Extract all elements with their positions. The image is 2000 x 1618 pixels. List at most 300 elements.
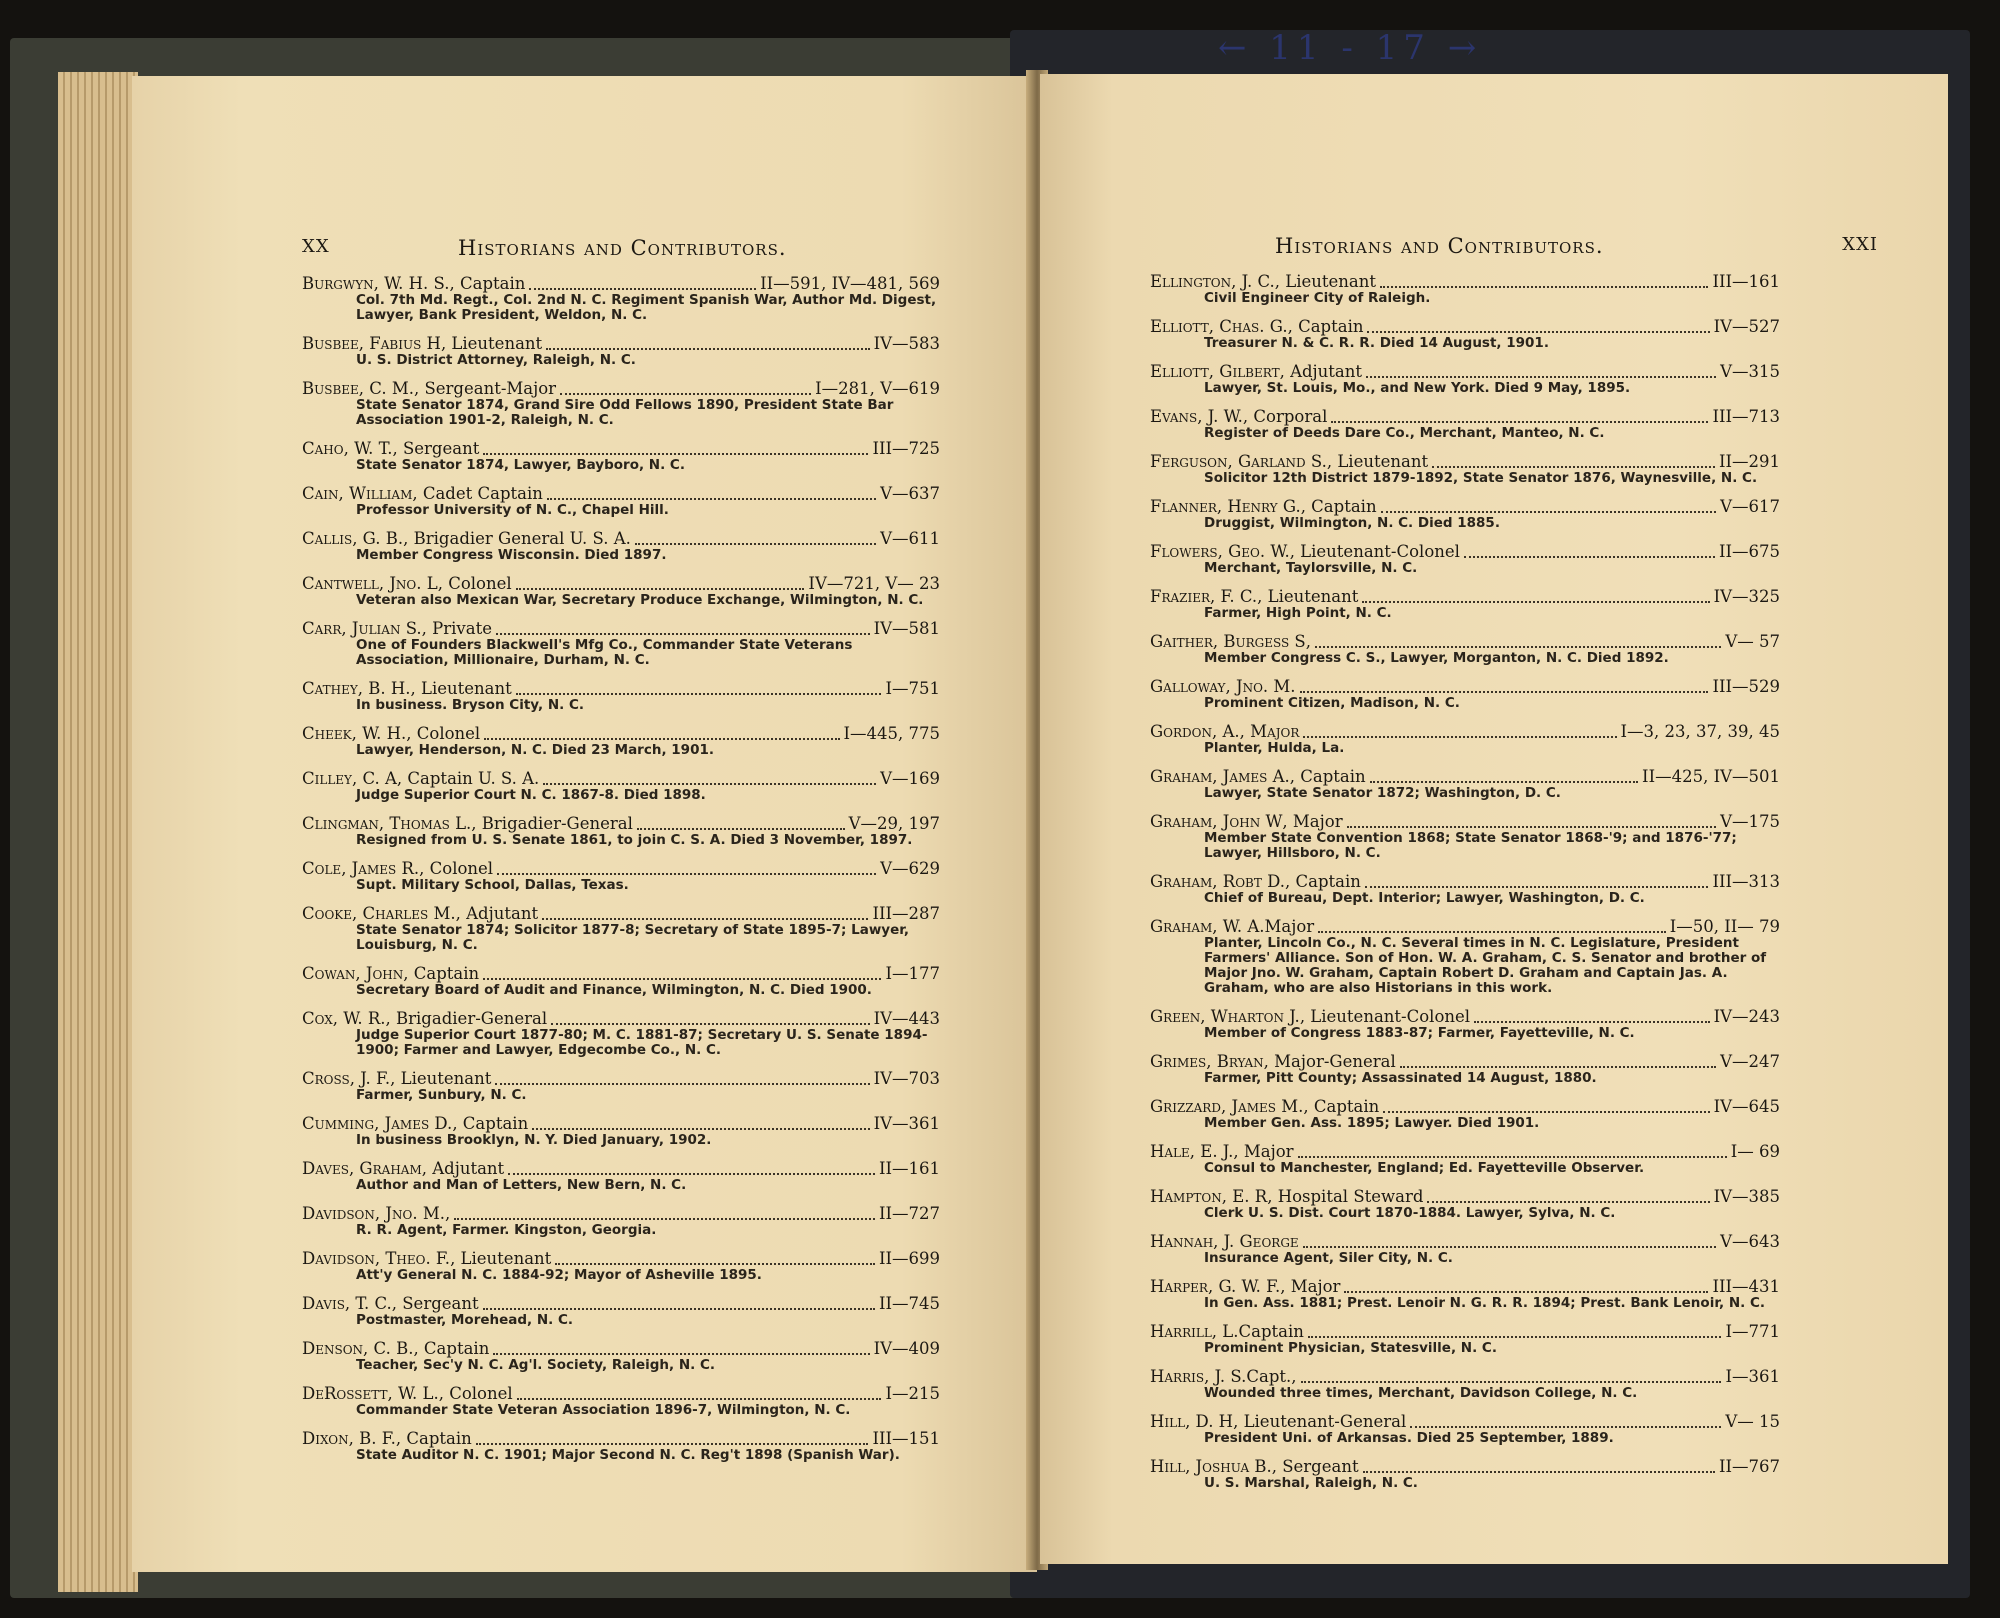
entry-rank: Capt., — [1246, 1367, 1297, 1386]
entry-name: Elliott, Gilbert — [1150, 362, 1280, 381]
entry-reference: III—313 — [1712, 872, 1780, 891]
entry-line — [1150, 917, 1780, 936]
entry-reference: IV—409 — [873, 1339, 940, 1358]
entry-line — [1150, 872, 1780, 891]
entry-line — [302, 1159, 940, 1178]
entry-reference: V—643 — [1720, 1232, 1780, 1251]
entry-reference: IV—721, V— 23 — [808, 574, 940, 593]
entry-note: Treasurer N. & C. R. R. Died 14 August, 1901. — [1204, 335, 1549, 351]
dot-leader — [497, 862, 876, 875]
dot-leader — [483, 442, 868, 455]
entry-reference: V—29, 197 — [848, 814, 940, 833]
entry-reference: II—161 — [878, 1159, 940, 1178]
entry-reference: III—529 — [1712, 677, 1780, 696]
entry-line — [1150, 1142, 1780, 1161]
entry-reference: V—169 — [880, 769, 940, 788]
entry-reference: V—315 — [1720, 362, 1780, 381]
entry-note: Solicitor 12th District 1879-1892, State Senator 1876, Waynesville, N. C. — [1204, 470, 1758, 486]
entry-rank: , Lieutenant — [1326, 452, 1429, 471]
entry-name: Gaither, Burgess S — [1150, 632, 1306, 651]
entry-line — [302, 1429, 940, 1448]
entry-note: State Auditor N. C. 1901; Major Second N. C. Reg't 1898 (Spanish War). — [356, 1447, 900, 1463]
entry-note: In Gen. Ass. 1881; Prest. Lenoir N. G. R. R. 1894; Prest. Bank Lenoir, N. C. — [1204, 1295, 1765, 1311]
entry-rank: , Corporal — [1242, 407, 1328, 426]
entry-reference: V— 57 — [1725, 632, 1780, 651]
entry-name: Grizzard, James M. — [1150, 1097, 1304, 1116]
dot-leader — [1331, 410, 1708, 423]
dot-leader — [516, 577, 805, 590]
entry-rank: , Captain — [1285, 872, 1361, 891]
entry-line — [1150, 362, 1780, 381]
entry-note: Postmaster, Morehead, N. C. — [356, 1312, 574, 1328]
entry-line — [1150, 1322, 1780, 1341]
index-entry — [1150, 407, 1780, 441]
entry-note: Att'y General N. C. 1884-92; Mayor of Asheville 1895. — [356, 1267, 762, 1283]
dot-leader — [1301, 1370, 1722, 1383]
entry-note: Member State Convention 1868; State Senator 1868-'9; and 1876-'77; Lawyer, Hillsboro, N. C. — [1204, 830, 1737, 861]
dot-leader — [1370, 770, 1638, 783]
right-page-number: XXI — [1842, 234, 1878, 255]
entry-note: Supt. Military School, Dallas, Texas. — [356, 877, 629, 893]
entry-note: State Senator 1874, Grand Sire Odd Fellows 1890, President State Bar Association 1901-2, Raleigh, N. C. — [356, 397, 894, 428]
entry-rank: , Lieutenant — [1257, 587, 1359, 606]
entry-note: R. R. Agent, Farmer. Kingston, Georgia. — [356, 1222, 657, 1238]
index-entry — [1150, 317, 1780, 351]
entry-line — [302, 904, 940, 923]
dot-leader — [516, 682, 882, 695]
entry-reference: IV—527 — [1713, 317, 1780, 336]
entry-note: Professor University of N. C., Chapel Hill. — [356, 502, 669, 518]
entry-rank: , Colonel — [437, 574, 512, 593]
entry-name: Cain, William — [302, 484, 413, 503]
entry-note: Member Congress Wisconsin. Died 1897. — [356, 547, 667, 563]
entry-line — [302, 274, 940, 293]
index-entry — [1150, 1277, 1780, 1311]
index-entry — [1150, 632, 1780, 666]
index-entry — [302, 274, 940, 323]
entry-name: Elliott, Chas. G. — [1150, 317, 1288, 336]
entry-note: State Senator 1874, Lawyer, Bayboro, N. C. — [356, 457, 685, 473]
index-entry — [1150, 542, 1780, 576]
entry-name: Cowan, John — [302, 964, 404, 983]
entry-name: Graham, John W — [1150, 812, 1283, 831]
entry-note: Register of Deeds Dare Co., Merchant, Manteo, N. C. — [1204, 425, 1605, 441]
entry-name: Hampton, E. R — [1150, 1187, 1268, 1206]
dot-leader — [1427, 1190, 1709, 1203]
dot-leader — [1383, 1100, 1709, 1113]
entry-note: Consul to Manchester, England; Ed. Fayetteville Observer. — [1204, 1160, 1645, 1176]
entry-line — [1150, 587, 1780, 606]
entry-note: Secretary Board of Audit and Finance, Wilmington, N. C. Died 1900. — [356, 982, 872, 998]
entry-reference: II—291 — [1718, 452, 1780, 471]
entry-name: Graham, W. A. — [1150, 917, 1265, 936]
entry-reference: I—3, 23, 37, 39, 45 — [1620, 722, 1780, 741]
entry-name: Green, Wharton J. — [1150, 1007, 1300, 1026]
index-entry — [302, 1429, 940, 1463]
entry-line — [1150, 1052, 1780, 1071]
dot-leader — [1303, 725, 1616, 738]
entry-reference: III—713 — [1712, 407, 1780, 426]
dot-leader — [1303, 1235, 1716, 1248]
entry-name: Gordon, A., Major — [1150, 722, 1300, 741]
dot-leader — [1464, 545, 1715, 558]
entry-note: Member of Congress 1883-87; Farmer, Fayetteville, N. C. — [1204, 1025, 1635, 1041]
index-entry — [1150, 1412, 1780, 1446]
entry-note: Planter, Hulda, La. — [1204, 740, 1345, 756]
entry-reference: I—361 — [1725, 1367, 1780, 1386]
dot-leader — [546, 337, 869, 350]
dot-leader — [517, 1387, 882, 1400]
entry-name: Clingman, Thomas L. — [302, 814, 472, 833]
index-entry — [302, 1069, 940, 1103]
entry-name: Hannah, J. George — [1150, 1232, 1299, 1251]
entry-line — [1150, 1187, 1780, 1206]
entry-reference: II—767 — [1718, 1457, 1780, 1476]
index-entry — [302, 574, 940, 608]
index-entry — [302, 1114, 940, 1148]
entry-rank: , Cadet Captain — [412, 484, 543, 503]
entry-reference: II—591, IV—481, 569 — [760, 274, 940, 293]
entry-name: Cilley, C. A — [302, 769, 397, 788]
index-entry — [302, 1009, 940, 1058]
dot-leader — [476, 1432, 869, 1445]
entry-reference: IV—443 — [873, 1009, 940, 1028]
entry-rank: , Brigadier General U. S. A. — [403, 529, 631, 548]
index-entry — [302, 724, 940, 758]
entry-line — [1150, 1007, 1780, 1026]
entry-rank: , Major — [1282, 812, 1343, 831]
entry-note: Member Congress C. S., Lawyer, Morganton, N. C. Died 1892. — [1204, 650, 1669, 666]
entry-note: Chief of Bureau, Dept. Interior; Lawyer, Washington, D. C. — [1204, 890, 1645, 906]
entry-reference: IV—645 — [1713, 1097, 1780, 1116]
entry-name: Hill, Joshua B. — [1150, 1457, 1272, 1476]
entry-rank: , Lieutenant — [450, 1249, 552, 1268]
right-page-title: Historians and Contributors. — [1275, 234, 1604, 258]
entry-note: Commander State Veteran Association 1896-7, Wilmington, N. C. — [356, 1402, 851, 1418]
index-entry — [302, 1384, 940, 1418]
entry-rank: , Adjutant — [455, 904, 539, 923]
dot-leader — [1315, 635, 1721, 648]
entry-name: Dixon, B. F. — [302, 1429, 396, 1448]
entry-reference: I—771 — [1725, 1322, 1780, 1341]
entry-note: Prominent Citizen, Madison, N. C. — [1204, 695, 1460, 711]
entry-line — [1150, 407, 1780, 426]
entry-reference: IV—385 — [1713, 1187, 1780, 1206]
entry-reference: V—175 — [1720, 812, 1780, 831]
entry-note: Member Gen. Ass. 1895; Lawyer. Died 1901. — [1204, 1115, 1540, 1131]
entry-name: Grimes, Bryan — [1150, 1052, 1264, 1071]
entry-note: Druggist, Wilmington, N. C. Died 1885. — [1204, 515, 1500, 531]
entry-name: Cantwell, Jno. L — [302, 574, 438, 593]
entry-rank: , Captain — [1300, 497, 1377, 516]
entry-rank: , Adjutant — [421, 1159, 505, 1178]
index-entry — [302, 379, 940, 428]
dot-leader — [1380, 275, 1708, 288]
entry-reference: III—287 — [872, 904, 940, 923]
entry-note: Farmer, High Point, N. C. — [1204, 605, 1392, 621]
entry-rank: , Private — [421, 619, 492, 638]
entry-name: Davis, T. C. — [302, 1294, 392, 1313]
entry-note: State Senator 1874; Solicitor 1877-8; Secretary of State 1895-7; Lawyer, Louisburg, N. C. — [356, 922, 910, 953]
entry-reference: V—611 — [880, 529, 940, 548]
entry-line — [1150, 1097, 1780, 1116]
entry-name: Cox, W. R. — [302, 1009, 386, 1028]
entry-rank: , Lieutenant — [440, 334, 543, 353]
dot-leader — [1400, 1055, 1716, 1068]
entry-rank: Captain — [1238, 1322, 1304, 1341]
entry-rank: , Captain — [413, 1339, 490, 1358]
entry-line — [302, 484, 940, 503]
entry-note: One of Founders Blackwell's Mfg Co., Commander State Veterans Association, Millionaire, Durham, N. C. — [356, 637, 853, 668]
entry-note: Veteran also Mexican War, Secretary Produce Exchange, Wilmington, N. C. — [356, 592, 924, 608]
entry-line — [302, 574, 940, 593]
dot-leader — [551, 1012, 869, 1025]
dot-leader — [560, 382, 811, 395]
dot-leader — [1363, 1460, 1715, 1473]
entry-line — [302, 439, 940, 458]
entry-name: Cross, J. F. — [302, 1069, 391, 1088]
entry-reference: IV—703 — [873, 1069, 940, 1088]
entry-line — [302, 619, 940, 638]
entry-reference: III—431 — [1712, 1277, 1780, 1296]
entry-reference: I—751 — [885, 679, 940, 698]
entry-note: Civil Engineer City of Raleigh. — [1204, 290, 1431, 306]
entry-reference: V—637 — [880, 484, 940, 503]
entry-rank: , Lieutenant — [410, 679, 512, 698]
entry-rank: , Captain — [1303, 1097, 1380, 1116]
entry-name: Harrill, L. — [1150, 1322, 1239, 1341]
entry-reference: V—629 — [880, 859, 940, 878]
entry-name: Graham, Robt D. — [1150, 872, 1286, 891]
index-entry — [302, 334, 940, 368]
entry-name: Cheek, W. H. — [302, 724, 407, 743]
dot-leader — [542, 907, 868, 920]
index-entry — [1150, 1142, 1780, 1176]
entry-line — [1150, 272, 1780, 291]
dot-leader — [555, 1252, 875, 1265]
entry-line — [302, 724, 940, 743]
dot-leader — [532, 1117, 869, 1130]
entry-line — [302, 1249, 940, 1268]
entry-reference: II—699 — [878, 1249, 940, 1268]
index-entry — [302, 904, 940, 953]
entry-name: Busbee, Fabius H — [302, 334, 441, 353]
right-entry-list — [1150, 272, 1780, 1502]
entry-note: Teacher, Sec'y N. C. Ag'l. Society, Raleigh, N. C. — [356, 1357, 716, 1373]
index-entry — [1150, 722, 1780, 756]
entry-note: Resigned from U. S. Senate 1861, to join C. S. A. Died 3 November, 1897. — [356, 832, 913, 848]
entry-note: Farmer, Pitt County; Assassinated 14 August, 1880. — [1204, 1070, 1597, 1086]
index-entry — [302, 859, 940, 893]
entry-reference: I—215 — [885, 1384, 940, 1403]
left-entry-list — [302, 274, 940, 1474]
entry-line — [1150, 812, 1780, 831]
index-entry — [1150, 362, 1780, 396]
entry-note: Prominent Physician, Statesville, N. C. — [1204, 1340, 1497, 1356]
index-entry — [1150, 1322, 1780, 1356]
entry-line — [302, 1009, 940, 1028]
right-page — [1040, 74, 1948, 1564]
entry-reference: I— 69 — [1730, 1142, 1780, 1161]
index-entry — [302, 529, 940, 563]
entry-rank: , Captain — [1289, 767, 1366, 786]
index-entry — [1150, 272, 1780, 306]
entry-line — [1150, 722, 1780, 741]
index-entry — [1150, 1457, 1780, 1491]
entry-name: Galloway, Jno. M. — [1150, 677, 1296, 696]
index-entry — [1150, 677, 1780, 711]
dot-leader — [1366, 365, 1716, 378]
entry-rank: , Captain — [452, 1114, 529, 1133]
entry-name: Cathey, B. H. — [302, 679, 411, 698]
entry-name: Hill, D. H — [1150, 1412, 1234, 1431]
entry-note: Lawyer, St. Louis, Mo., and New York. Died 9 May, 1895. — [1204, 380, 1631, 396]
entry-line — [302, 769, 940, 788]
entry-reference: III—725 — [872, 439, 940, 458]
dot-leader — [483, 967, 881, 980]
entry-note: Lawyer, Henderson, N. C. Died 23 March, 1901. — [356, 742, 714, 758]
dot-leader — [1300, 680, 1709, 693]
page-edges — [58, 72, 138, 1592]
entry-line — [1150, 317, 1780, 336]
entry-rank: , Sergeant-Major — [413, 379, 557, 398]
entry-rank: , Sergeant — [1271, 1457, 1359, 1476]
entry-name: Graham, James A. — [1150, 767, 1290, 786]
entry-rank: , Captain U. S. A. — [396, 769, 540, 788]
dot-leader — [1432, 455, 1715, 468]
index-entry — [1150, 1097, 1780, 1131]
entry-reference: IV—243 — [1713, 1007, 1780, 1026]
entry-line — [1150, 452, 1780, 471]
entry-line — [302, 1069, 940, 1088]
entry-name: Cole, James R. — [302, 859, 420, 878]
dot-leader — [1410, 1415, 1721, 1428]
entry-reference: III—161 — [1712, 272, 1780, 291]
entry-name: Flanner, Henry G. — [1150, 497, 1301, 516]
index-entry — [302, 1204, 940, 1238]
dot-leader — [454, 1207, 875, 1220]
entry-line — [302, 1339, 940, 1358]
index-entry — [302, 814, 940, 848]
dot-leader — [496, 622, 870, 635]
index-entry — [1150, 587, 1780, 621]
dot-leader — [484, 727, 839, 740]
entry-note: Author and Man of Letters, New Bern, N. C. — [356, 1177, 687, 1193]
dot-leader — [1298, 1145, 1727, 1158]
entry-note: Clerk U. S. Dist. Court 1870-1884. Lawyer, Sylva, N. C. — [1204, 1205, 1616, 1221]
entry-note: Planter, Lincoln Co., N. C. Several times in N. C. Legislature, President Farmers' Alliance. Son of Hon. W. A. Graham, C. S. Senator and brother of Major Jno. W. Graham, Captain Robert D. Graham and Captain Jas. A. Graham, who are also Historians in this work. — [1204, 935, 1767, 996]
dot-leader — [493, 1342, 869, 1355]
entry-name: Ferguson, Garland S. — [1150, 452, 1327, 471]
entry-name: Flowers, Geo. W. — [1150, 542, 1290, 561]
entry-rank: , Captain — [1287, 317, 1364, 336]
entry-rank: , Major-General — [1263, 1052, 1396, 1071]
entry-rank: , Brigadier-General — [471, 814, 633, 833]
entry-rank: , Lieutenant — [390, 1069, 492, 1088]
entry-line — [1150, 632, 1780, 651]
entry-note: Lawyer, State Senator 1872; Washington, D. C. — [1204, 785, 1561, 801]
index-entry — [1150, 1007, 1780, 1041]
index-entry — [302, 1249, 940, 1283]
entry-reference: II—675 — [1718, 542, 1780, 561]
dot-leader — [495, 1072, 869, 1085]
entry-note: Merchant, Taylorsville, N. C. — [1204, 560, 1418, 576]
index-entry — [1150, 767, 1780, 801]
pencil-mark: ← 11 - 17 → — [1218, 28, 1483, 68]
entry-note: In business. Bryson City, N. C. — [356, 697, 585, 713]
entry-note: President Uni. of Arkansas. Died 25 September, 1889. — [1204, 1430, 1614, 1446]
entry-name: Cumming, James D. — [302, 1114, 453, 1133]
entry-name: Cooke, Charles M. — [302, 904, 456, 923]
entry-name: DeRossett, W. L. — [302, 1384, 439, 1403]
entry-note: Judge Superior Court 1877-80; M. C. 1881-87; Secretary U. S. Senate 1894-1900; Farmer and Lawyer, Edgecombe Co., N. C. — [356, 1027, 928, 1058]
dot-leader — [1344, 1280, 1708, 1293]
dot-leader — [1308, 1325, 1722, 1338]
entry-reference: IV—361 — [873, 1114, 940, 1133]
entry-line — [302, 1114, 940, 1133]
entry-reference: II—425, IV—501 — [1642, 767, 1780, 786]
index-entry — [302, 964, 940, 998]
index-entry — [302, 1159, 940, 1193]
index-entry — [302, 1294, 940, 1328]
entry-reference: IV—581 — [873, 619, 940, 638]
index-entry — [1150, 1052, 1780, 1086]
dot-leader — [1362, 590, 1709, 603]
entry-line — [302, 964, 940, 983]
entry-name: Busbee, C. M. — [302, 379, 414, 398]
entry-rank: , Lieutenant-Colonel — [1299, 1007, 1471, 1026]
entry-name: Davidson, Jno. M. — [302, 1204, 445, 1223]
entry-reference: I—177 — [885, 964, 940, 983]
entry-name: Ellington, J. C. — [1150, 272, 1275, 291]
entry-line — [302, 859, 940, 878]
entry-reference: V—617 — [1720, 497, 1780, 516]
index-entry — [1150, 1187, 1780, 1221]
entry-line — [302, 334, 940, 353]
entry-rank: , — [1305, 632, 1311, 651]
entry-line — [1150, 497, 1780, 516]
entry-name: Callis, G. B. — [302, 529, 404, 548]
entry-name: Denson, C. B. — [302, 1339, 414, 1358]
entry-rank: , Brigadier-General — [385, 1009, 548, 1028]
dot-leader — [508, 1162, 875, 1175]
entry-note: Farmer, Sunbury, N. C. — [356, 1087, 527, 1103]
entry-rank: , Sergeant — [391, 1294, 479, 1313]
entry-line — [1150, 1457, 1780, 1476]
entry-line — [1150, 1412, 1780, 1431]
entry-line — [302, 1204, 940, 1223]
entry-rank: , Major — [1280, 1277, 1341, 1296]
entry-rank: , Hospital Steward — [1267, 1187, 1424, 1206]
entry-rank: , Colonel — [406, 724, 481, 743]
entry-name: Evans, J. W. — [1150, 407, 1243, 426]
entry-rank: , Captain — [395, 1429, 472, 1448]
index-entry — [1150, 1232, 1780, 1266]
left-page-title: Historians and Contributors. — [458, 236, 787, 260]
dot-leader — [483, 1297, 875, 1310]
entry-name: Burgwyn, W. H. S. — [302, 274, 450, 293]
entry-name: Daves, Graham — [302, 1159, 422, 1178]
dot-leader — [635, 532, 876, 545]
entry-line — [1150, 542, 1780, 561]
entry-name: Caho, W. T. — [302, 439, 393, 458]
index-entry — [302, 769, 940, 803]
entry-reference: I—50, II— 79 — [1669, 917, 1780, 936]
index-entry — [1150, 1367, 1780, 1401]
entry-reference: V—247 — [1720, 1052, 1780, 1071]
entry-reference: III—151 — [872, 1429, 940, 1448]
index-entry — [1150, 452, 1780, 486]
